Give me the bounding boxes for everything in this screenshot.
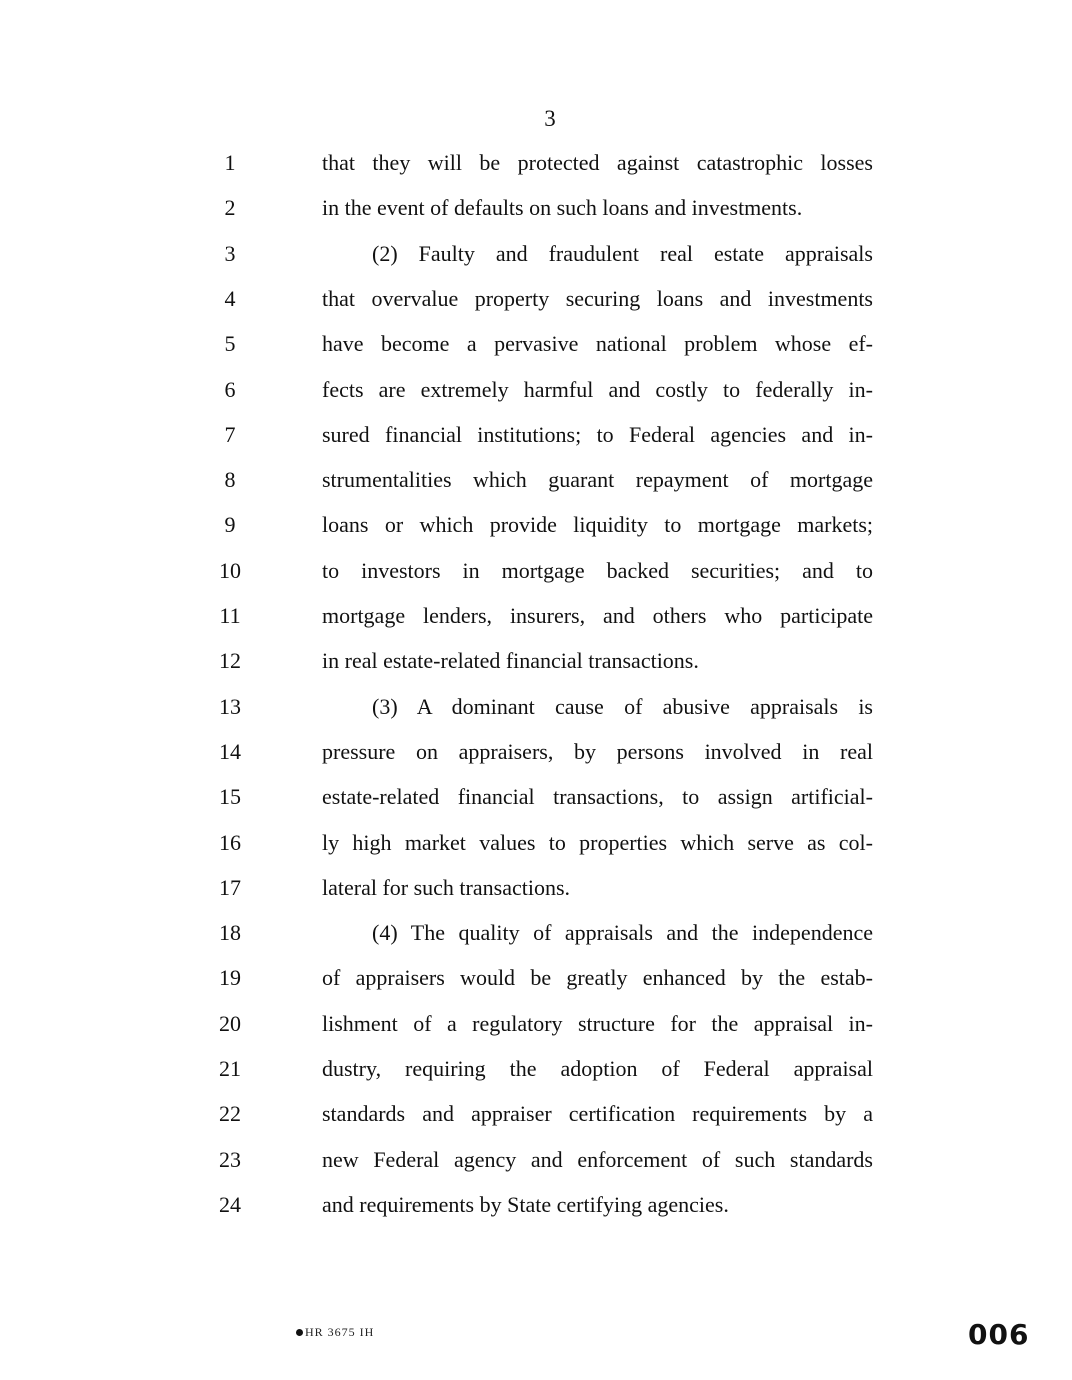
line-number: 20: [219, 1010, 241, 1036]
line-number: 24: [219, 1191, 241, 1217]
line-text: of appraisers would be greatly enhanced by the estab-: [322, 965, 873, 991]
bill-id-text: HR 3675 IH: [305, 1325, 375, 1339]
line-text: fects are extremely harmful and costly to federally in-: [322, 376, 873, 402]
text-line: [0, 412, 1072, 457]
line-number: 8: [224, 467, 236, 493]
line-text: ly high market values to properties which serve as col-: [322, 829, 873, 855]
line-number: 17: [219, 874, 241, 900]
text-line: [0, 1137, 1072, 1182]
line-number: 18: [219, 920, 241, 946]
line-number: 13: [219, 693, 241, 719]
line-text: mortgage lenders, insurers, and others who participate: [322, 603, 873, 628]
text-line: [0, 231, 1072, 276]
text-line: [0, 367, 1072, 412]
text-line: [0, 276, 1072, 321]
text-line: [0, 502, 1072, 547]
text-line: [0, 729, 1072, 774]
text-line: [0, 774, 1072, 819]
line-number: 21: [219, 1056, 241, 1081]
line-text: to investors in mortgage backed securities; and to: [322, 557, 873, 583]
line-number: 16: [219, 829, 241, 855]
text-line: [0, 321, 1072, 366]
line-number: 14: [219, 738, 241, 764]
text-line: [0, 548, 1072, 593]
line-number: 22: [219, 1101, 241, 1127]
line-text: estate-related financial transactions, to assign artificial-: [322, 784, 873, 810]
line-number: 12: [219, 648, 241, 674]
text-line: [0, 457, 1072, 502]
line-text: lateral for such transactions.: [322, 874, 571, 900]
text-line: [0, 1091, 1072, 1136]
line-text: (4) The quality of appraisals and the independence: [372, 920, 873, 946]
line-text: have become a pervasive national problem whose ef-: [322, 331, 873, 357]
text-line: [0, 684, 1072, 729]
bullet-icon: [296, 1329, 303, 1336]
line-number: 5: [224, 331, 236, 357]
line-text: pressure on appraisers, by persons involved in real: [322, 738, 873, 764]
line-number: 10: [219, 557, 241, 583]
line-number: 7: [224, 421, 236, 447]
line-text: loans or which provide liquidity to mortgage markets;: [322, 512, 873, 538]
line-text: and requirements by State certifying agencies.: [322, 1191, 729, 1217]
text-line: [0, 1046, 1072, 1091]
line-number: 2: [224, 195, 236, 221]
line-text: lishment of a regulatory structure for the appraisal in-: [322, 1010, 873, 1036]
line-text: (3) A dominant cause of abusive appraisals is: [372, 693, 873, 719]
page-number: 3: [544, 106, 556, 131]
text-line: [0, 140, 1072, 185]
line-text: sured financial institutions; to Federal agencies and in-: [322, 421, 873, 447]
line-number: 11: [219, 603, 241, 628]
page-stamp: 006: [968, 1318, 1030, 1351]
text-line: [0, 185, 1072, 230]
line-text: that they will be protected against catastrophic losses: [322, 150, 873, 175]
text-line: [0, 638, 1072, 683]
line-text: standards and appraiser certification requirements by a: [322, 1101, 873, 1127]
line-text: (2) Faulty and fraudulent real estate appraisals: [372, 240, 873, 266]
text-line: [0, 593, 1072, 638]
line-number: 1: [224, 150, 236, 175]
line-text: strumentalities which guarant repayment of mortgage: [322, 467, 873, 493]
line-number: 19: [219, 965, 241, 991]
line-number: 3: [224, 240, 236, 266]
line-text: dustry, requiring the adoption of Federal appraisal: [322, 1056, 873, 1081]
bill-identifier: [296, 1325, 374, 1340]
text-line: [0, 820, 1072, 865]
line-number: 6: [224, 376, 236, 402]
line-number: 4: [224, 285, 236, 311]
line-number: 15: [219, 784, 241, 810]
text-line: [0, 955, 1072, 1000]
text-line: [0, 1001, 1072, 1046]
line-text: in the event of defaults on such loans and investments.: [322, 195, 803, 221]
line-text: that overvalue property securing loans and investments: [322, 285, 873, 311]
text-line: [0, 865, 1072, 910]
line-text: new Federal agency and enforcement of such standards: [322, 1146, 873, 1172]
line-number: 23: [219, 1146, 241, 1172]
line-number: 9: [224, 512, 236, 538]
text-line: [0, 1182, 1072, 1227]
text-line: [0, 910, 1072, 955]
line-text: in real estate-related financial transactions.: [322, 648, 699, 674]
